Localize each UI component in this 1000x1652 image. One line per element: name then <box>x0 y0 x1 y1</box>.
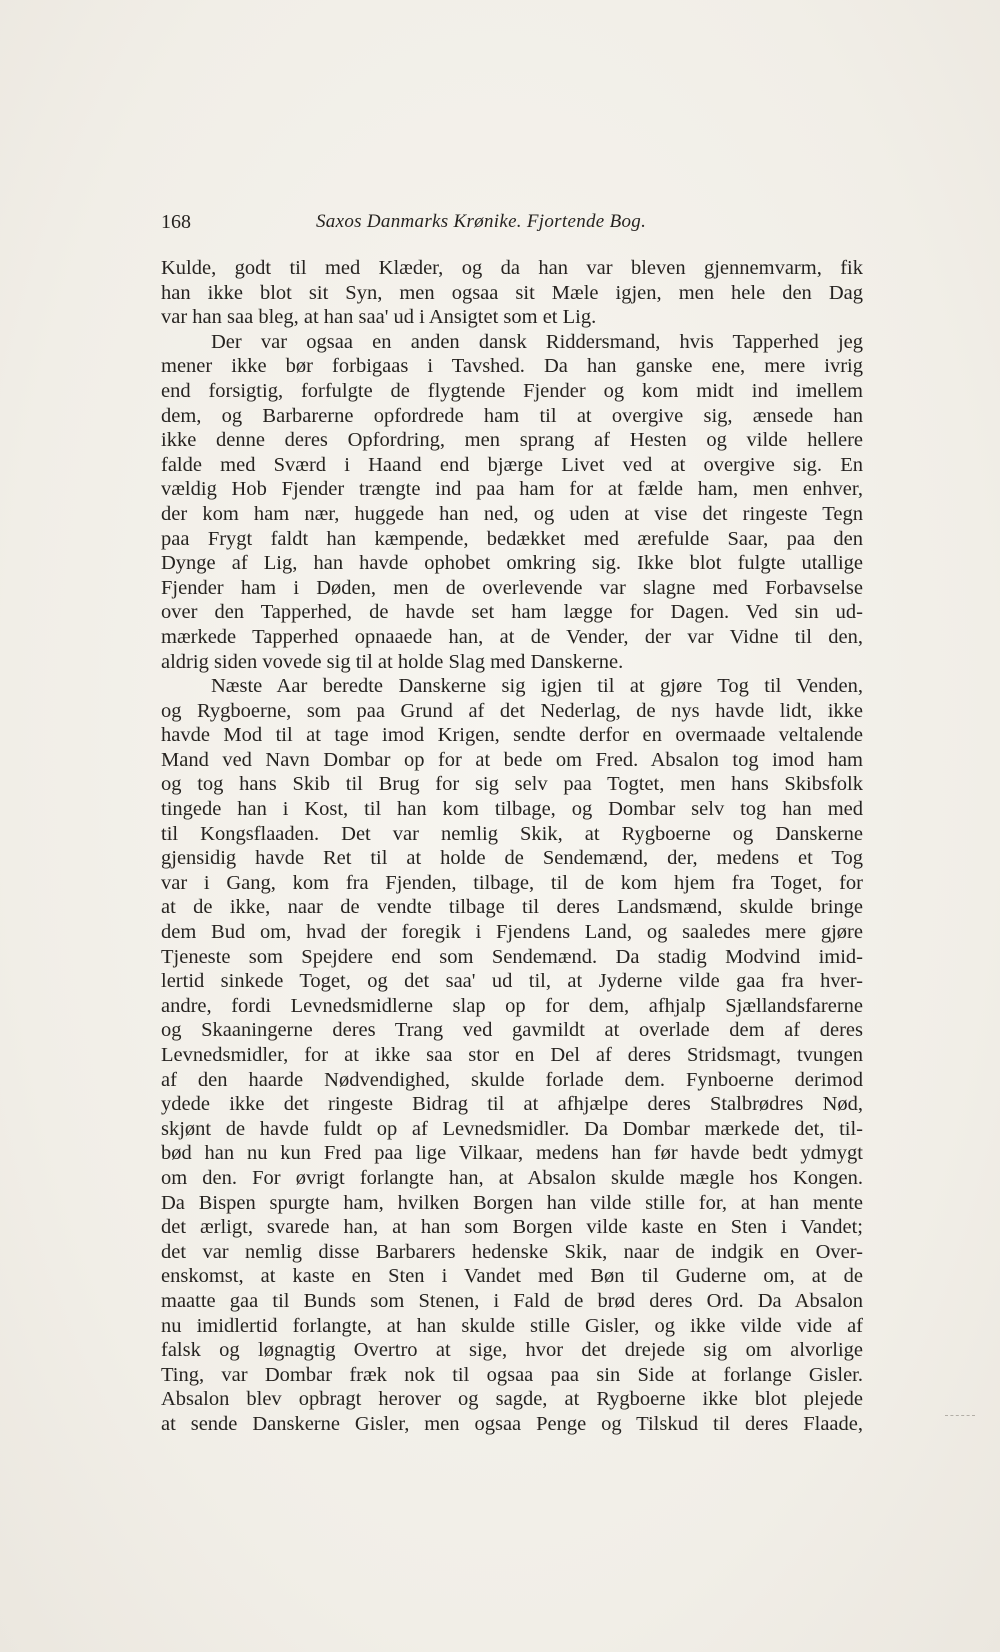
text-line: at sende Danskerne Gisler, men ogsaa Penge og Tilskud til deres Flaade, <box>161 1412 863 1435</box>
page-header <box>161 207 721 237</box>
text-line: Dynge af Lig, han havde ophobet omkring sig. Ikke blot fulgte utallige <box>161 552 863 575</box>
running-title: Saxos Danmarks Krønike. Fjortende Bog. <box>316 211 647 232</box>
text-line: Næste Aar beredte Danskerne sig igjen til at gjøre Tog til Venden, <box>211 675 863 698</box>
text-line: end forsigtig, forfulgte de flygtende Fjender og kom midt ind imellem <box>161 379 863 402</box>
text-line: ydede ikke det ringeste Bidrag til at afhjælpe deres Stalbrødres Nød, <box>161 1093 863 1116</box>
margin-pencil-mark <box>945 1415 975 1418</box>
text-line: og Rygboerne, som paa Grund af det Nederlag, de nys havde lidt, ikke <box>161 699 863 722</box>
text-line: paa Frygt faldt han kæmpende, bedækket med ærefulde Saar, paa den <box>161 527 863 550</box>
body-text <box>161 256 863 1437</box>
text-line: og tog hans Skib til Brug for sig selv paa Togtet, men hans Skibsfolk <box>161 773 863 796</box>
text-line: bød han nu kun Fred paa lige Vilkaar, medens han før havde bedt ydmygt <box>161 1142 863 1165</box>
text-line: af den haarde Nødvendighed, skulde forlade dem. Fynboerne derimod <box>161 1068 863 1091</box>
text-line: om den. For øvrigt forlangte han, at Absalon skulde mægle hos Kongen. <box>161 1166 863 1189</box>
text-line: Kulde, godt til med Klæder, og da han var bleven gjennemvarm, fik <box>161 257 863 279</box>
text-line: Da Bispen spurgte ham, hvilken Borgen han vilde stille for, at han mente <box>161 1191 863 1214</box>
text-line: mener ikke bør forbigaas i Tavshed. Da han ganske ene, mere ivrig <box>161 355 863 378</box>
text-line: mærkede Tapperhed opnaaede han, at de Vender, der var Vidne til den, <box>161 625 863 648</box>
text-line: var han saa bleg, at han saa' ud i Ansigtet som et Lig. <box>161 306 597 329</box>
text-line: dem Bud om, hvad der foregik i Fjendens Land, og saaledes mere gjøre <box>161 921 863 944</box>
text-line: Tjeneste som Spejdere end som Sendemænd. Da stadig Modvind imid- <box>161 945 863 968</box>
text-line: at de ikke, naar de vendte tilbage til deres Landsmænd, skulde bringe <box>161 896 863 919</box>
text-line: lertid sinkede Toget, og det saa' ud til, at Jyderne vilde gaa fra hver- <box>161 970 863 993</box>
text-line: ikke denne deres Opfordring, men sprang af Hesten og vilde hellere <box>161 429 863 452</box>
text-line: gjensidig havde Ret til at holde de Sendemænd, der, medens et Tog <box>161 847 863 870</box>
text-line: dem, og Barbarerne opfordrede ham til at overgive sig, ænsede han <box>161 404 863 427</box>
text-line: skjønt de havde fuldt op af Levnedsmidler. Da Dombar mærkede det, til- <box>161 1117 863 1140</box>
text-line: enskomst, at kaste en Sten i Vandet med Bøn til Guderne om, at de <box>161 1265 863 1288</box>
text-line: falde med Sværd i Haand end bjærge Livet ved at overgive sig. En <box>161 453 863 476</box>
text-line: maatte gaa til Bunds som Stenen, i Fald de brød deres Ord. Da Absalon <box>161 1289 863 1312</box>
text-line: var i Gang, kom fra Fjenden, tilbage, til de kom hjem fra Toget, for <box>161 871 863 894</box>
page-number: 168 <box>161 211 191 233</box>
text-line: vældig Hob Fjender trængte ind paa ham for at fælde ham, men enhver, <box>161 478 863 501</box>
text-line: havde Mod til at tage imod Krigen, sendte derfor en overmaade veltalende <box>161 724 863 747</box>
text-line: det ærligt, svarede han, at han som Borgen vilde kaste en Sten i Vandet; <box>161 1216 863 1239</box>
text-line: Mand ved Navn Dombar op for at bede om Fred. Absalon tog imod ham <box>161 748 863 771</box>
text-line: det var nemlig disse Barbarers hedenske Skik, naar de indgik en Over- <box>161 1240 863 1263</box>
text-line: falsk og løgnagtig Overtro at sige, hvor det drejede sig om alvorlige <box>161 1339 863 1362</box>
text-line: Absalon blev opbragt herover og sagde, at Rygboerne ikke blot plejede <box>161 1388 863 1411</box>
text-line: nu imidlertid forlangte, at han skulde stille Gisler, og ikke vilde vide af <box>161 1314 863 1337</box>
text-line: Ting, var Dombar fræk nok til ogsaa paa sin Side at forlange Gisler. <box>161 1363 863 1386</box>
text-line: til Kongsflaaden. Det var nemlig Skik, at Rygboerne og Danskerne <box>161 822 863 845</box>
text-line: aldrig siden vovede sig til at holde Slag med Danskerne. <box>161 650 624 673</box>
text-line: Der var ogsaa en anden dansk Riddersmand, hvis Tapperhed jeg <box>211 330 863 353</box>
text-line: Fjender ham i Døden, men de overlevende var slagne med Forbavselse <box>161 576 863 599</box>
text-line: og Skaaningerne deres Trang ved gavmildt at overlade dem af deres <box>161 1019 863 1042</box>
text-line: tingede han i Kost, til han kom tilbage, og Dombar selv tog han med <box>161 798 863 821</box>
text-line: han ikke blot sit Syn, men ogsaa sit Mæle igjen, men hele den Dag <box>161 281 863 304</box>
text-line: Levnedsmidler, for at ikke saa stor en Del af deres Stridsmagt, tvungen <box>161 1044 863 1066</box>
text-line: andre, fordi Levnedsmidlerne slap op for dem, afhjalp Sjællandsfarerne <box>161 994 863 1017</box>
text-line: der kom ham nær, huggede han ned, og uden at vise det ringeste Tegn <box>161 502 863 525</box>
text-line: over den Tapperhed, de havde set ham lægge for Dagen. Ved sin ud- <box>161 601 863 624</box>
